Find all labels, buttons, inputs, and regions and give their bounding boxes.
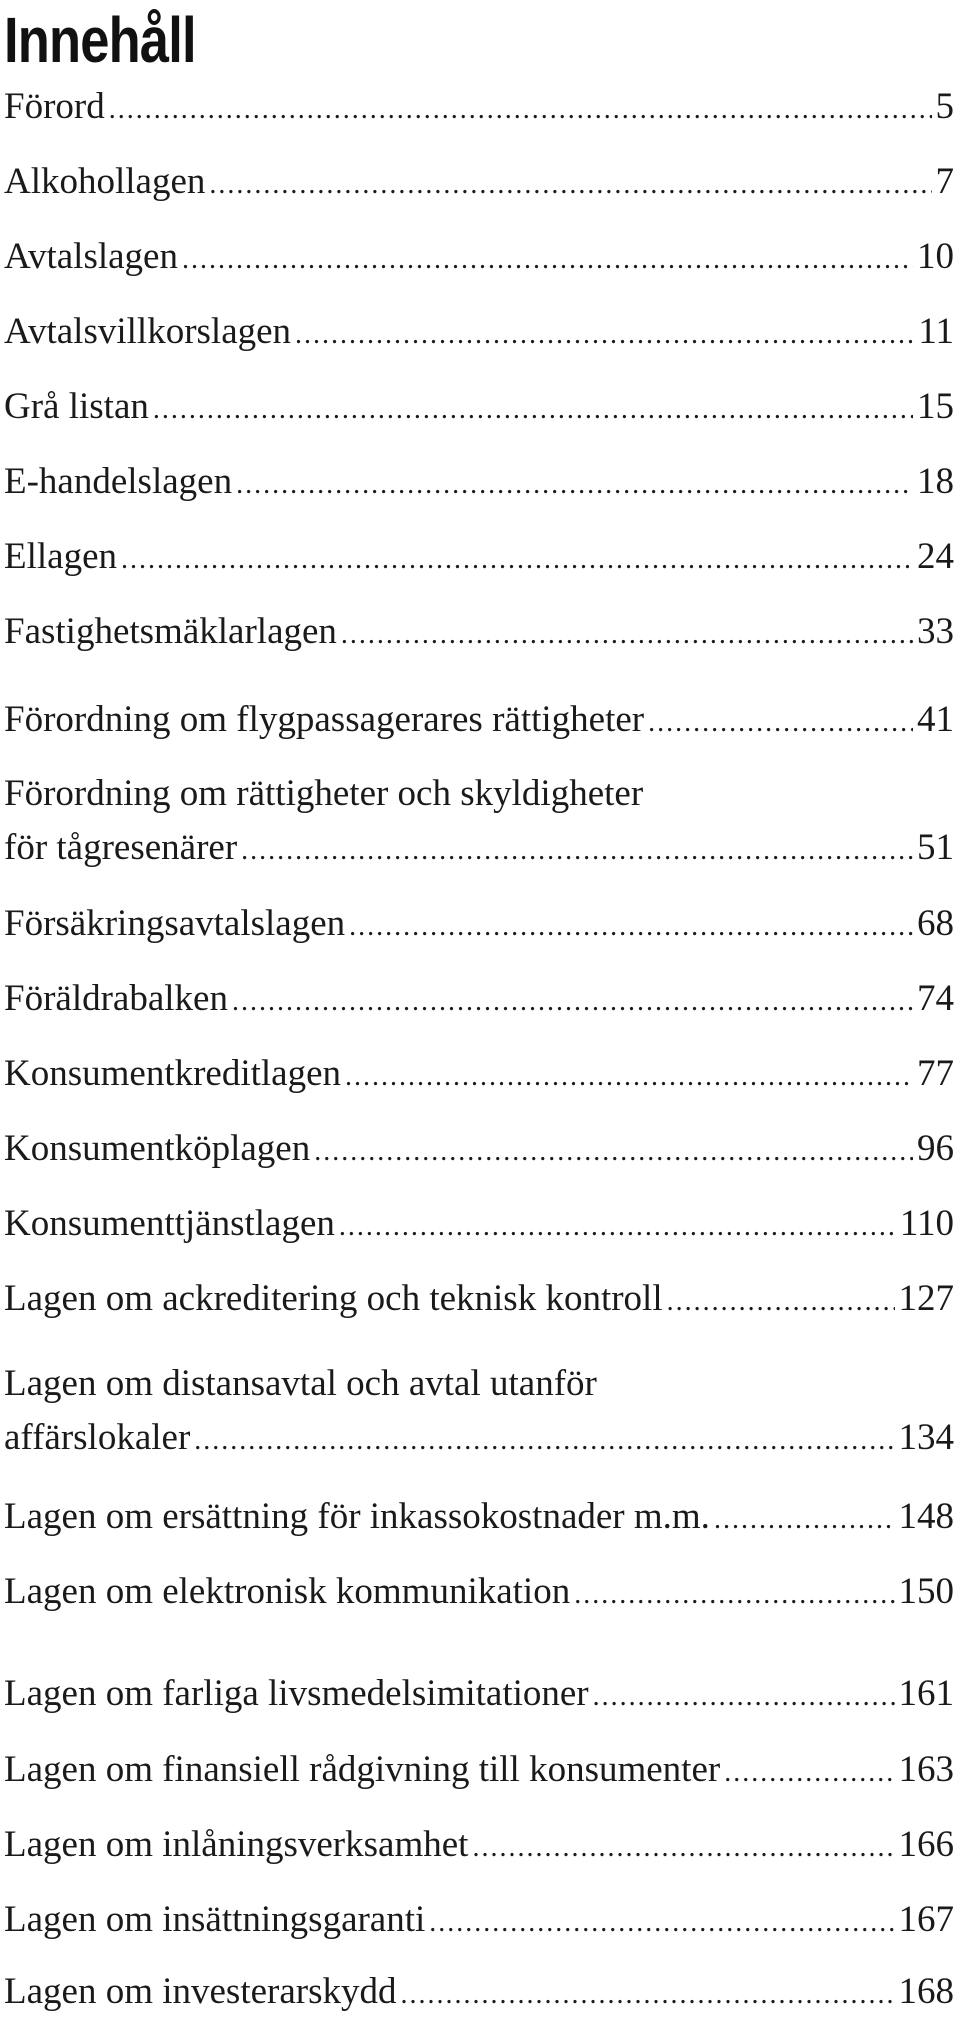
toc-dot-leader (667, 1275, 895, 1329)
toc-dot-leader (109, 83, 932, 137)
toc-entry-label-line1: Lagen om distansavtal och avtal utanför (4, 1363, 597, 1404)
toc-entry[interactable] (4, 455, 954, 512)
toc-entry-label: Lagen om elektronisk kommunikation (4, 1571, 571, 1612)
toc-entry[interactable] (4, 530, 954, 587)
toc-dot-leader (349, 900, 913, 954)
toc-dot-leader (241, 824, 913, 878)
toc-page-number: 150 (898, 1571, 954, 1612)
toc-entry-label: Lagen om finansiell rådgivning till konsumenter (4, 1749, 721, 1790)
toc-entry[interactable] (4, 1047, 954, 1104)
toc-entry-label: Förordning om flygpassagerares rättigheter (4, 699, 645, 740)
toc-page-number: 7 (935, 161, 954, 202)
toc-entry-label: Försäkringsavtalslagen (4, 903, 346, 944)
toc-entry[interactable] (4, 305, 954, 362)
toc-page-number: 161 (898, 1673, 954, 1714)
toc-entry-label: affärslokaler (4, 1417, 191, 1458)
toc-dot-leader (314, 1125, 913, 1179)
toc-entry-label: Grå listan (4, 386, 149, 427)
toc-dot-leader (236, 458, 913, 512)
toc-dot-leader (194, 1414, 894, 1468)
toc-dot-leader (648, 696, 913, 750)
toc-entry[interactable] (4, 972, 954, 1029)
toc-entry[interactable] (4, 1122, 954, 1179)
toc-entry[interactable] (4, 1197, 954, 1254)
toc-entry-label: Föräldrabalken (4, 978, 228, 1019)
toc-entry[interactable] (4, 767, 954, 878)
toc-page-number: 166 (898, 1824, 954, 1865)
toc-entry-label: Lagen om farliga livsmedelsimitationer (4, 1673, 589, 1714)
toc-entry[interactable] (4, 897, 954, 954)
toc-dot-leader (593, 1670, 895, 1724)
toc-entry-label: Lagen om insättningsgaranti (4, 1899, 426, 1940)
toc-page-number: 51 (917, 827, 954, 868)
toc-page-number: 110 (899, 1203, 954, 1244)
toc-dot-leader (714, 1493, 895, 1547)
toc-dot-leader (345, 1050, 913, 1104)
toc-dot-leader (182, 233, 913, 287)
toc-page-number: 11 (918, 311, 954, 352)
toc-entry-label-line1: Förordning om rättigheter och skyldigheter (4, 773, 644, 814)
toc-dot-leader (232, 975, 913, 1029)
toc-entry-label: Förord (4, 86, 105, 127)
toc-page-number: 24 (917, 536, 954, 577)
toc-page-number: 33 (917, 611, 954, 652)
toc-dot-leader (209, 158, 931, 212)
toc-entry[interactable] (4, 1965, 954, 2022)
toc-page-number: 74 (917, 978, 954, 1019)
toc-entry[interactable] (4, 693, 954, 750)
toc-dot-leader (341, 608, 913, 662)
toc-page-number: 168 (898, 1971, 954, 2012)
toc-entry[interactable] (4, 1743, 954, 1800)
toc-page-number: 167 (898, 1899, 954, 1940)
toc-entry-label: Avtalsvillkorslagen (4, 311, 292, 352)
toc-entry-label: Lagen om ersättning för inkassokostnader m.m. (4, 1496, 710, 1537)
toc-page-number: 127 (898, 1278, 954, 1319)
toc-entry-label: Lagen om inlåningsverksamhet (4, 1824, 469, 1865)
toc-entry-label: Fastighetsmäklarlagen (4, 611, 337, 652)
toc-dot-leader (472, 1821, 894, 1875)
toc-page-number: 15 (917, 386, 954, 427)
toc-entry[interactable] (4, 605, 954, 662)
toc-entry-label: Konsumentkreditlagen (4, 1053, 342, 1094)
toc-dot-leader (295, 308, 914, 362)
toc-dot-leader (429, 1896, 894, 1950)
toc-entry-label: Alkohollagen (4, 161, 206, 202)
page-title: Innehåll (4, 4, 196, 76)
toc-page-number: 148 (898, 1496, 954, 1537)
toc-entry-label: Konsumenttjänstlagen (4, 1203, 335, 1244)
toc-entry[interactable] (4, 1272, 954, 1329)
toc-entry[interactable] (4, 80, 954, 137)
toc-dot-leader (401, 1968, 895, 2022)
toc-entry-label: E-handelslagen (4, 461, 233, 502)
toc-page-number: 96 (917, 1128, 954, 1169)
toc-page-number: 134 (898, 1417, 954, 1458)
toc-dot-leader (121, 533, 913, 587)
toc-dot-leader (339, 1200, 896, 1254)
toc-entry[interactable] (4, 1667, 954, 1724)
toc-page-number: 68 (917, 903, 954, 944)
toc-page-number: 77 (917, 1053, 954, 1094)
toc-entry-label: Lagen om investerarskydd (4, 1971, 397, 2012)
toc-entry-label: Avtalslagen (4, 236, 178, 277)
toc-entry[interactable] (4, 1490, 954, 1547)
toc-page-number: 5 (935, 86, 954, 127)
toc-entry-label: Konsumentköplagen (4, 1128, 311, 1169)
toc-entry-label: Lagen om ackreditering och teknisk kontroll (4, 1278, 663, 1319)
toc-page-number: 10 (917, 236, 954, 277)
toc-page-number: 18 (917, 461, 954, 502)
toc-dot-leader (153, 383, 913, 437)
toc-dot-leader (724, 1746, 894, 1800)
toc-entry[interactable] (4, 1357, 954, 1468)
toc-entry-label: Ellagen (4, 536, 118, 577)
toc-entry-label: för tågresenärer (4, 827, 238, 868)
toc-dot-leader (574, 1568, 894, 1622)
toc-entry[interactable] (4, 380, 954, 437)
toc-entry[interactable] (4, 1893, 954, 1950)
toc-entry[interactable] (4, 230, 954, 287)
toc-entry[interactable] (4, 155, 954, 212)
toc-entry[interactable] (4, 1565, 954, 1622)
toc-entry[interactable] (4, 1818, 954, 1875)
toc-page-number: 163 (898, 1749, 954, 1790)
toc-page-number: 41 (917, 699, 954, 740)
